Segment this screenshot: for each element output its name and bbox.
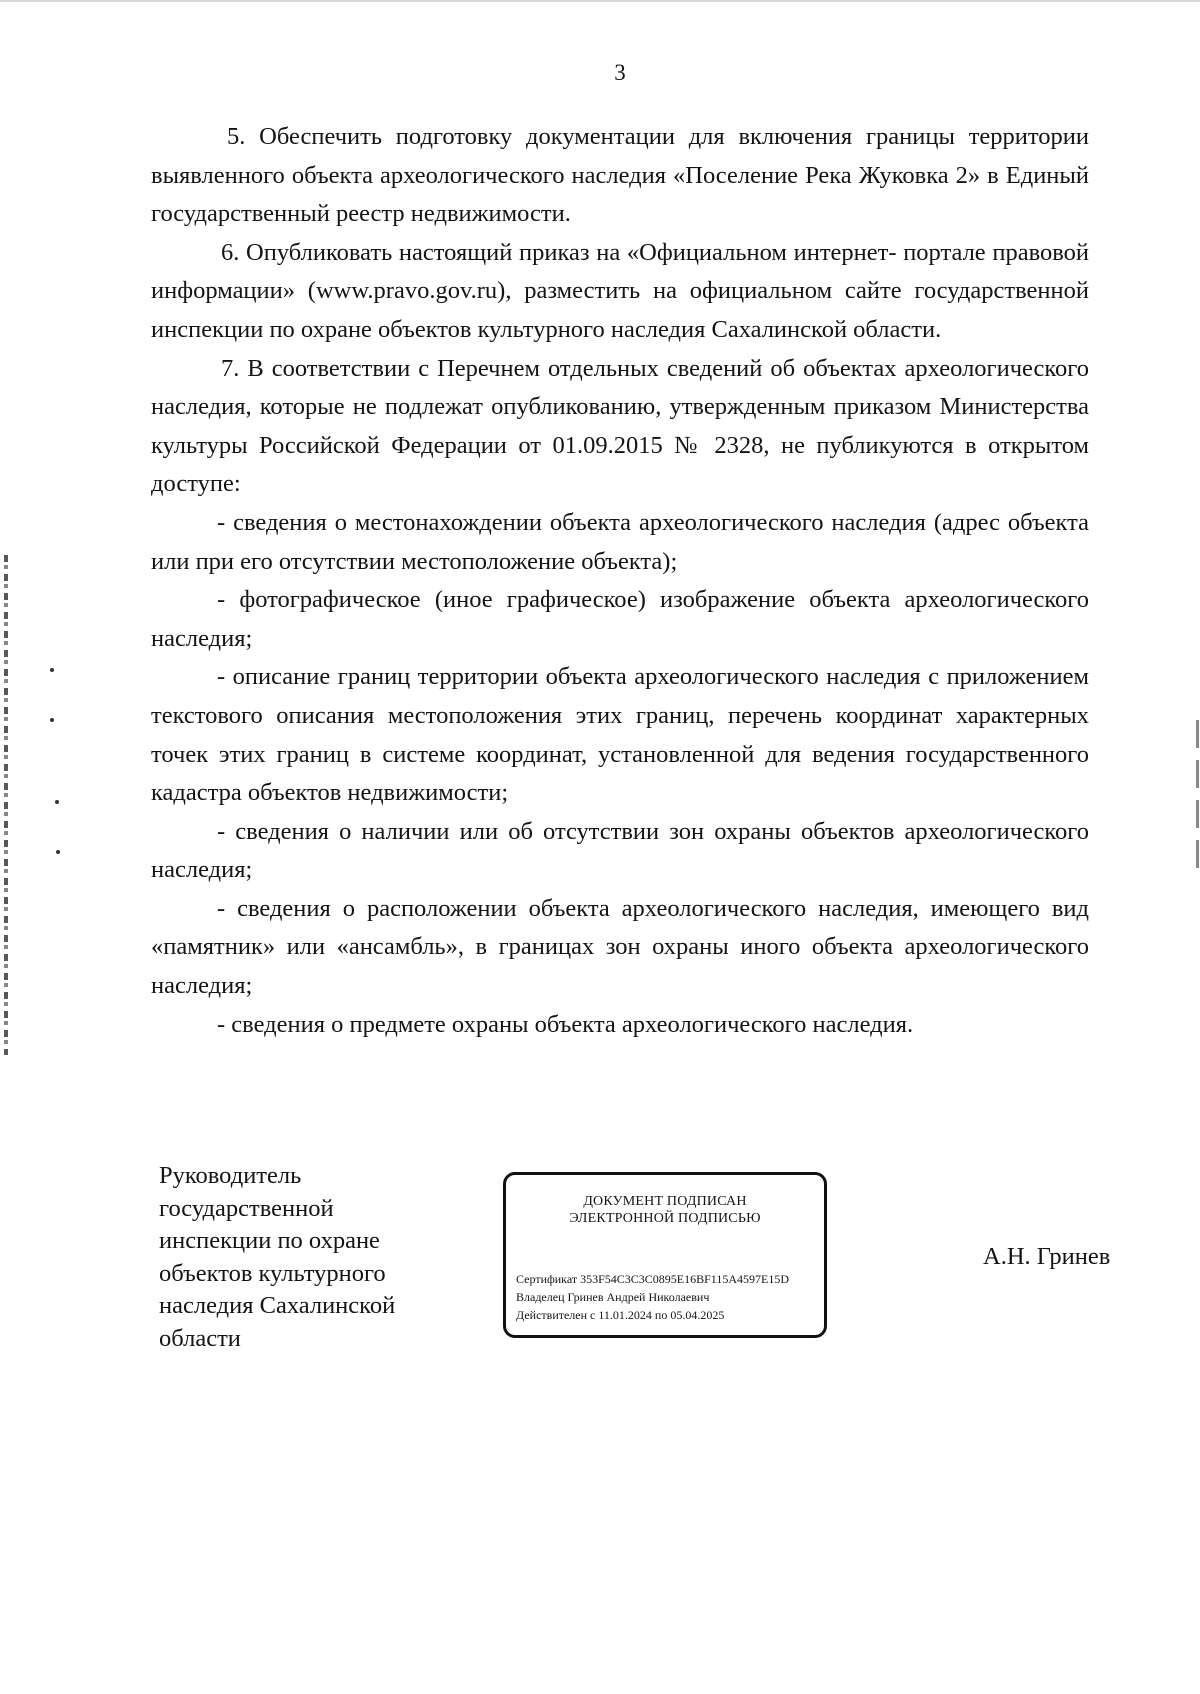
scan-top-edge <box>0 0 1200 2</box>
paragraph-item-7: 7. В соответствии с Перечнем отдельных сведений об объектах археологического наследия, которые не подлежат опубликованию, утвержденным приказом Министерства культуры Российской Федерации от 01.09.2015 № 2328, не публикуются в открытом доступе: <box>151 354 1089 498</box>
scan-speck <box>56 850 60 854</box>
signatory-position <box>159 1160 459 1355</box>
signatory-position-line: объектов культурного <box>159 1259 386 1287</box>
scan-edge-artifact <box>1196 720 1199 880</box>
electronic-signature-stamp <box>503 1172 827 1338</box>
restricted-info-list-item: - сведения о предмете охраны объекта археологического наследия. <box>217 1010 914 1038</box>
restricted-info-list-item: - сведения о расположении объекта археологического наследия, имеющего вид «памятник» или «ансамбль», в границах зон охраны иного объекта археологического наследия; <box>151 894 1089 1000</box>
signatory-position-line: государственной <box>159 1194 334 1222</box>
stamp-title-line: ЭЛЕКТРОННОЙ ПОДПИСЬЮ <box>569 1211 761 1226</box>
scan-speck <box>50 718 54 722</box>
stamp-validity: Действителен с 11.01.2024 по 05.04.2025 <box>516 1308 725 1322</box>
scan-edge-artifact <box>4 555 8 1055</box>
stamp-title-line: ДОКУМЕНТ ПОДПИСАН <box>583 1194 747 1209</box>
signatory-position-line: инспекции по охране <box>159 1227 380 1254</box>
stamp-certificate: Сертификат 353F54C3C3C0895E16BF115A4597E15D <box>516 1272 789 1286</box>
paragraph-item-6: 6. Опубликовать настоящий приказ на «Официальном интернет- портале правовой информации» (www.pravo.gov.ru), разместить на официальном сайте государственной инспекции по охране объектов культурного наследия Сахалинской области. <box>151 238 1089 343</box>
signatory-position-line: Руководитель <box>159 1162 302 1189</box>
signer-name: А.Н. Гринев <box>983 1243 1111 1270</box>
stamp-owner: Владелец Гринев Андрей Николаевич <box>516 1290 710 1304</box>
restricted-info-list-item: - описание границ территории объекта археологического наследия с приложением текстового описания местоположения этих границ, перечень координат характерных точек этих границ в системе координат, установленной для ведения государственного кадастра объектов недвижимости; <box>151 663 1089 807</box>
paragraph-item-5: 5. Обеспечить подготовку документации для включения границы территории выявленного объекта археологического наследия «Поселение Река Жуковка 2» в Единый государственный реестр недвижимости. <box>151 123 1089 228</box>
restricted-info-list-item: - сведения о наличии или об отсутствии зон охраны объектов археологического наследия; <box>151 817 1089 884</box>
page-number: 3 <box>614 60 626 85</box>
signatory-position-line: области <box>159 1324 241 1352</box>
restricted-info-list-item: - сведения о местонахождении объекта археологического наследия (адрес объекта или при его отсутствии местоположение объекта); <box>151 508 1089 575</box>
stamp-details <box>516 1270 789 1324</box>
scan-speck <box>55 800 59 804</box>
document-body <box>151 118 1089 1044</box>
restricted-info-list-item: - фотографическое (иное графическое) изображение объекта археологического наследия; <box>151 586 1089 652</box>
stamp-title <box>506 1193 824 1227</box>
scan-speck <box>50 668 54 672</box>
signatory-position-line: наследия Сахалинской <box>159 1292 396 1319</box>
